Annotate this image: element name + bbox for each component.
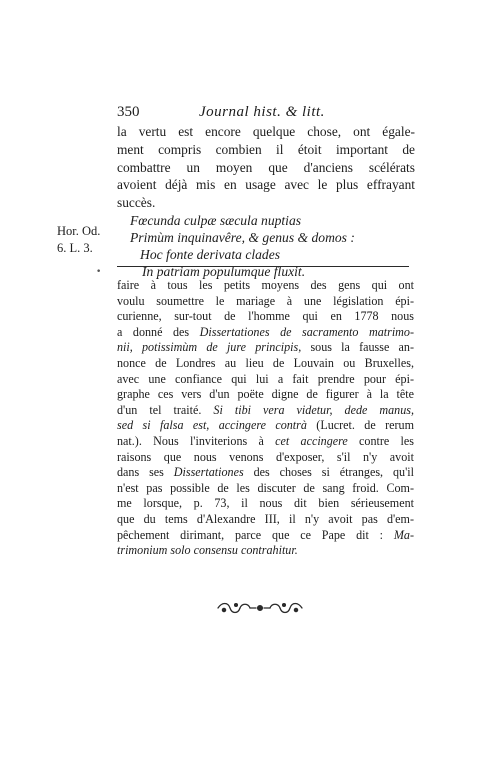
footnote-line: a donné des Dissertationes de sacramento matrimo- [117,324,414,339]
verse-line: Hoc fonte derivata clades [140,247,281,262]
footnote-line: trimonium solo consensu contrahitur. [117,543,298,558]
footnote-line: que du tems d'Alexandre III, il n'y avoit pas d'em- [117,511,414,526]
paragraph-line: avoient déjà mis en usage avec le plus effrayant [117,177,415,193]
paragraph-line: succès. [117,195,156,211]
paragraph-line: la vertu est encore quelque chose, ont égale- [117,124,415,139]
footnote-line: sed si falsa est, accingere contrà (Lucret. de rerum [117,418,414,433]
footnote-line: nii, potissimùm de jure principis, sous la fausse an- [117,340,414,355]
opening-paragraph [117,123,415,212]
footnote-line: avec une confiance qui lui a fait prendre pour épi- [117,371,414,386]
verse-line: Primùm inquinavêre, & genus & domos : [130,230,355,245]
verse-line: Fœcunda culpæ sæcula nuptias [130,213,302,228]
footnote-line: graphe ces vers d'un poëte digne de figurer à la tête [117,387,414,402]
margin-citation [57,223,117,257]
fleuron-ornament-icon [214,600,306,616]
footnote-rule [117,266,409,267]
footnote-text [117,278,414,559]
footnote-line: d'un tel traité. Si tibi vera videtur, dede manus, [117,402,414,417]
margin-citation-line: 6. L. 3. [57,241,93,255]
page-number: 350 [117,104,140,120]
paragraph-line: ment compris combien il étoit important de [117,141,415,157]
running-head: Journal hist. & litt. [199,104,325,120]
paragraph-line: combattre un moyen que d'anciens scélérats [117,159,415,175]
footnote-line: nat.). Nous l'inviterions à cet accingere contre les [117,433,414,448]
latin-verse-quotation [130,212,430,280]
footnote-line: voulu soumettre le mariage à une législation épi- [117,293,414,308]
verse-line: In patriam populumque fluxit. [142,264,306,279]
footnote-line: faire à tous les petits moyens des gens qui ont [117,278,414,292]
margin-citation-line: Hor. Od. [57,224,101,238]
footnote-line: curienne, sur-tout de l'homme qui en 1778 nous [117,309,414,324]
footnote-line: raisons que nous venons d'exposer, s'il n'y avoit [117,449,414,464]
footnote-line: dans ses Dissertationes des choses si étranges, qu'il [117,465,414,480]
footnote-line: n'est pas possible de les discuter de sang froid. Com- [117,480,414,495]
footnote-line: pêchement dirimant, parce que ce Pape dit : Ma- [117,527,414,542]
footnote-marker-icon: • [96,267,102,277]
footnote-line: me lorsque, p. 73, il nous dit bien sérieusement [117,496,414,511]
footnote-line: nonce de Londres au lieu de Louvain ou Bruxelles, [117,355,414,370]
